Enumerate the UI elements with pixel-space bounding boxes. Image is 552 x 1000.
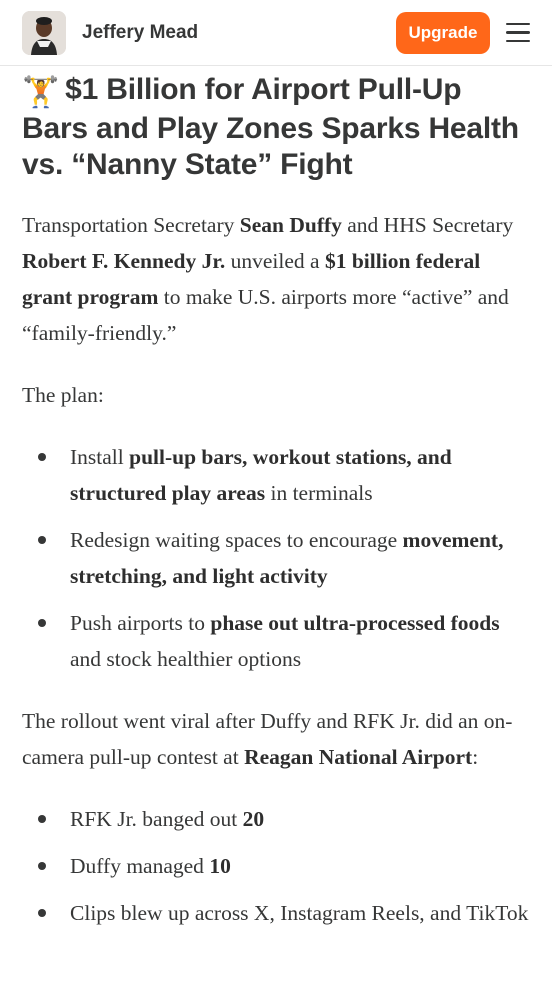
list-item-text: Redesign waiting spaces to encourage <box>70 528 403 552</box>
intro-text: Transportation Secretary <box>22 213 240 237</box>
rollout-text: : <box>472 745 479 769</box>
article-title-text: $1 Billion for Airport Pull-Up Bars and Play Zones Sparks Health vs. “Nanny State” Fight <box>22 73 519 181</box>
intro-text: to make U.S. airports more “active” and “family-friendly.” <box>22 285 509 345</box>
list-item <box>22 895 534 931</box>
author-photo-icon <box>22 11 66 55</box>
list-item <box>22 848 534 884</box>
list-item-text: Install <box>70 445 130 469</box>
intro-bold: Robert F. Kennedy Jr. <box>22 249 226 273</box>
weightlifter-icon: 🏋️ <box>22 76 60 109</box>
list-item-text: and stock healthier options <box>70 647 302 671</box>
list-item-text: in terminals <box>265 481 373 505</box>
publication-avatar[interactable] <box>22 11 66 55</box>
article-body <box>22 72 534 931</box>
list-item-text: Clips blew up across X, Instagram Reels, and TikTok <box>70 901 529 925</box>
contest-list <box>22 801 534 931</box>
intro-bold: $1 billion federal grant program <box>22 249 481 309</box>
list-item <box>22 801 534 837</box>
rollout-bold: Reagan National Airport <box>244 745 473 769</box>
intro-paragraph <box>22 207 534 351</box>
intro-bold: Sean Duffy <box>239 213 342 237</box>
list-item-text: Push airports to <box>70 611 211 635</box>
article-title <box>22 72 534 183</box>
publication-name[interactable]: Jeffery Mead <box>82 21 199 43</box>
intro-text: and HHS Secretary <box>341 213 514 237</box>
rollout-text: The rollout went viral after Duffy and RFK Jr. did an on-camera pull-up contest at <box>22 709 513 769</box>
list-item <box>22 522 534 594</box>
list-item-text: Duffy managed <box>70 854 210 878</box>
list-item-bold: 20 <box>242 807 265 831</box>
rollout-paragraph <box>22 703 534 775</box>
list-item-bold: 10 <box>209 854 231 878</box>
list-item-text: RFK Jr. banged out <box>70 807 243 831</box>
list-item-bold: movement, stretching, and light activity <box>70 528 504 588</box>
plan-list <box>22 439 534 677</box>
intro-text: unveiled a <box>225 249 325 273</box>
list-item <box>22 439 534 511</box>
list-item <box>22 605 534 677</box>
top-navigation-bar <box>0 0 552 66</box>
upgrade-button[interactable]: Upgrade <box>396 12 490 54</box>
hamburger-menu-icon[interactable] <box>506 23 530 43</box>
list-item-bold: phase out ultra-processed foods <box>210 611 500 635</box>
list-item-bold: pull-up bars, workout stations, and structured play areas <box>70 445 452 505</box>
plan-heading: The plan: <box>22 383 104 407</box>
